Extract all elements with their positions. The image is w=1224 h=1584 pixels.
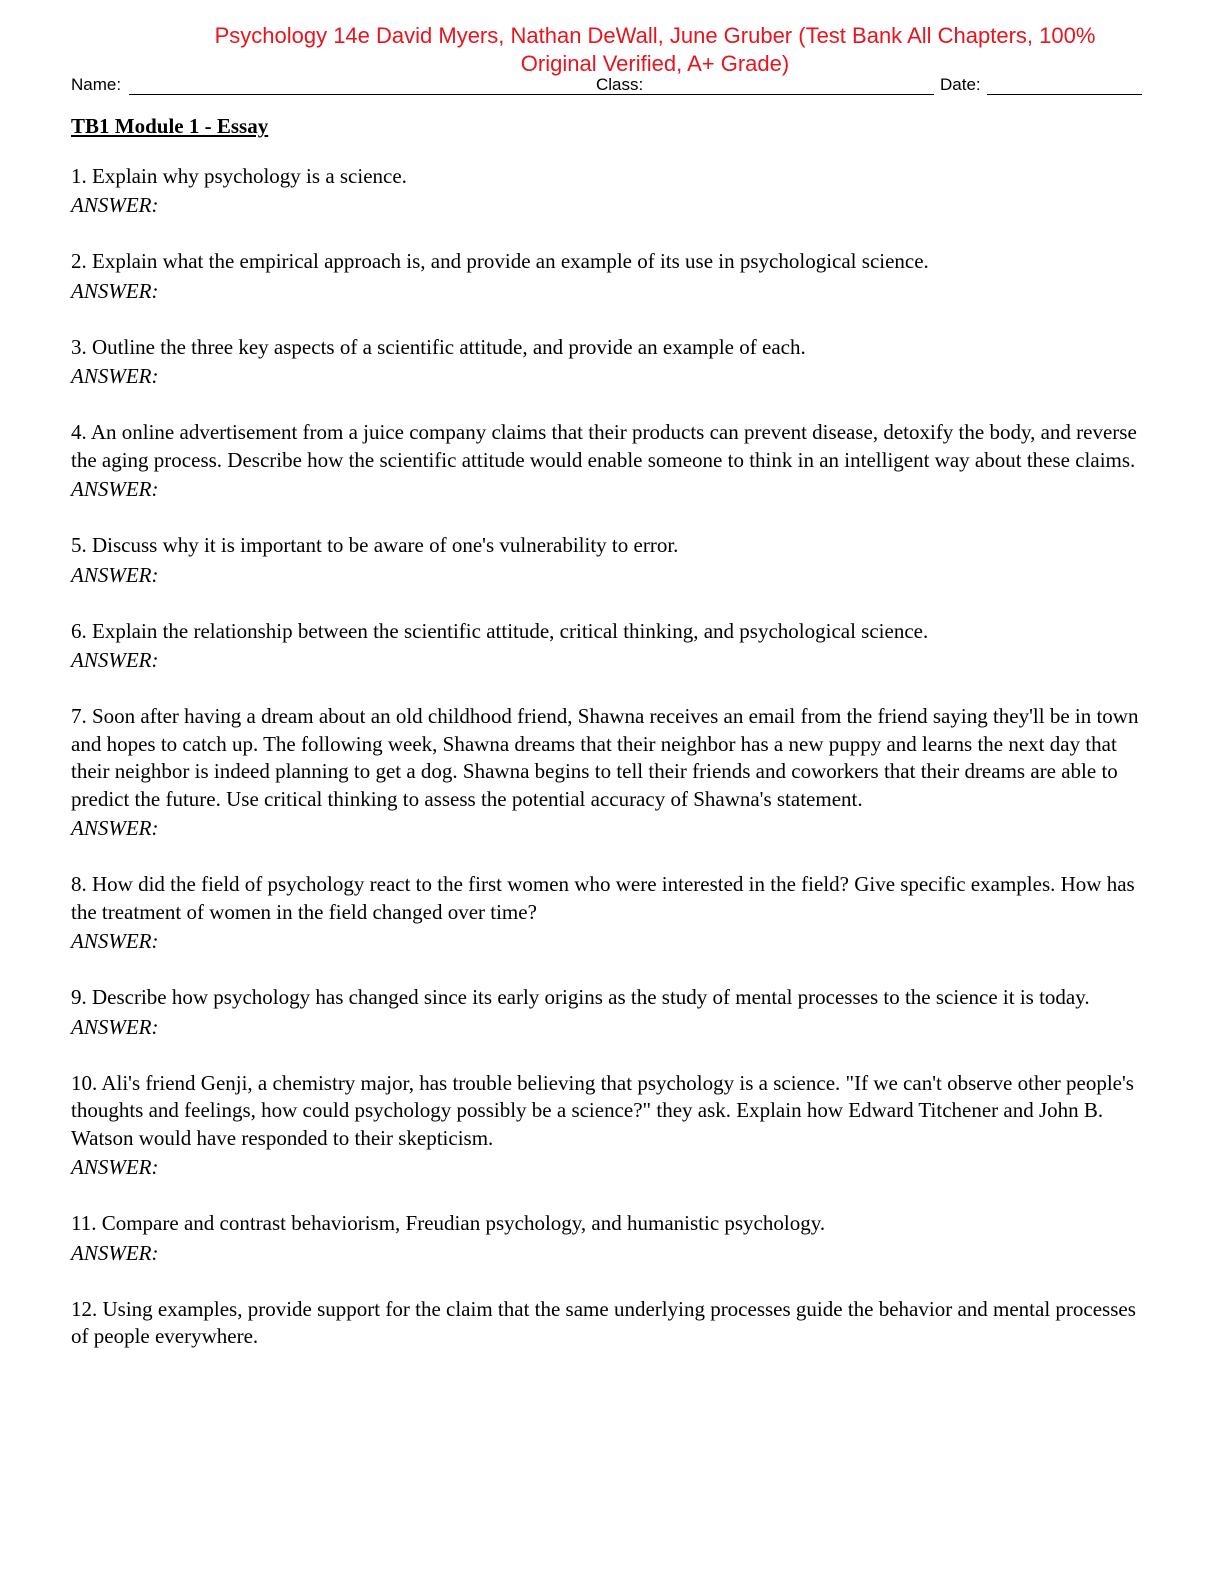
question-text: 2. Explain what the empirical approach is, and provide an example of its use in psychological science. [71,249,929,273]
answer-label: ANSWER: [71,364,159,388]
question-item [71,1210,1146,1268]
question-item [71,163,1146,221]
answer-label: ANSWER: [71,562,159,587]
name-field-line [129,94,659,95]
answer-label: ANSWER: [71,816,159,840]
question-text: 3. Outline the three key aspects of a scientific attitude, and provide an example of each. [71,334,806,359]
answer-label: ANSWER: [71,1240,159,1265]
name-label: Name: [71,75,122,94]
question-item [71,984,1146,1042]
question-text: 9. Describe how psychology has changed since its early origins as the study of mental processes to the science it is today. [71,985,1090,1009]
answer-label: ANSWER: [71,1014,159,1039]
section-title: TB1 Module 1 - Essay [71,114,269,138]
question-item [71,419,1146,504]
date-field-line [987,94,1142,95]
question-item [71,1296,1146,1351]
question-text: 5. Discuss why it is important to be aware of one's vulnerability to error. [71,533,679,557]
answer-label: ANSWER: [71,477,159,501]
answer-label: ANSWER: [71,929,159,953]
answer-label: ANSWER: [71,193,159,217]
question-item [71,1070,1146,1183]
answer-label: ANSWER: [71,278,159,303]
question-item [71,532,1146,590]
question-item [71,248,1146,306]
answer-label: ANSWER: [71,1155,159,1179]
question-text: 7. Soon after having a dream about an old childhood friend, Shawna receives an email from the friend saying they'll be in town and hopes to catch up. The following week, Shawna dreams that their neighbor has a new puppy and learns the next day that their neighbor is indeed planning to get a dog. Shawna begins to tell their friends and coworkers that their dreams are able to predict the future. Use critical thinking to assess the potential accuracy of Shawna's statement. [71,704,1139,811]
question-text: 1. Explain why psychology is a science. [71,163,407,188]
document-body [71,113,1146,1379]
question-item [71,703,1146,843]
question-text: 12. Using examples, provide support for the claim that the same underlying processes guide the behavior and mental processes of people everywhere. [71,1296,1136,1348]
date-label: Date: [940,75,981,94]
answer-label: ANSWER: [71,648,159,672]
question-list [71,163,1146,1351]
class-label: Class: [596,75,644,94]
watermark-banner [160,22,1150,78]
question-text: 11. Compare and contrast behaviorism, Freudian psychology, and humanistic psychology. [71,1211,826,1235]
watermark-line-1: Psychology 14e David Myers, Nathan DeWall, June Gruber (Test Bank All Chapters, 100% [214,23,1096,48]
class-field-line [650,94,934,95]
watermark-line-2: Original Verified, A+ Grade) [520,51,790,76]
question-item [71,618,1146,676]
question-text: 8. How did the field of psychology react to the first women who were interested in the field? Give specific examples. How has the treatment of women in the field changed over time? [71,872,1135,924]
question-text: 4. An online advertisement from a juice company claims that their products can prevent disease, detoxify the body, and reverse the aging process. Describe how the scientific attitude would enable someone to think in an intelligent way about these claims. [71,420,1137,472]
question-text: 10. Ali's friend Genji, a chemistry major, has trouble believing that psychology is a science. "If we can't observe other people's thoughts and feelings, how could psychology possibly be a science?" they ask. Explain how Edward Titchener and John B. Watson would have responded to their skepticism. [71,1070,1134,1150]
question-item [71,871,1146,956]
question-text: 6. Explain the relationship between the scientific attitude, critical thinking, and psychological science. [71,618,929,643]
question-item [71,334,1146,392]
